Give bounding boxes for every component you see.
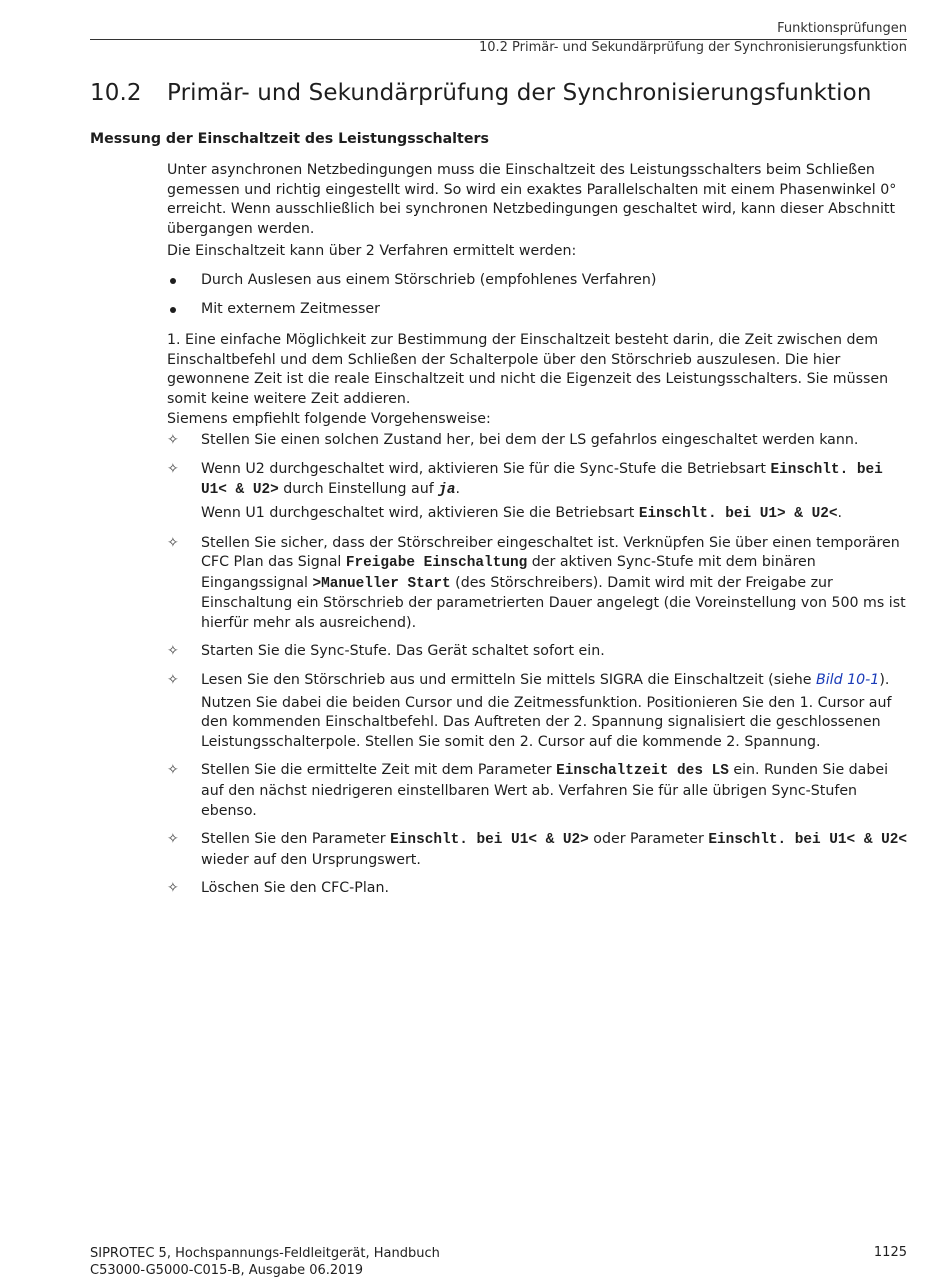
parameter-value: Einschlt. bei U1< & U2< — [708, 832, 907, 849]
step-text: Stellen Sie sicher, dass der Störschreiber eingeschaltet ist. Verknüpfen Sie über einen temporären CFC Plan das Signal — [201, 534, 900, 571]
figure-link[interactable]: Bild 10-1 — [815, 672, 880, 689]
parameter-name: Einschaltzeit des LS — [556, 763, 729, 780]
step-text: wieder auf den Ursprungswert. — [201, 851, 421, 868]
step-text: oder Parameter — [588, 831, 709, 848]
parameter-value: Einschlt. bei U1> & U2< — [638, 505, 838, 522]
footer-document-info — [90, 1245, 440, 1279]
methods-intro: Die Einschaltzeit kann über 2 Verfahren ermittelt werden: — [167, 243, 577, 260]
section-title — [90, 80, 872, 106]
step-text: Stellen Sie einen solchen Zustand her, bei dem der LS gefahrlos eingeschaltet werden kann. — [201, 432, 859, 449]
step-diamond-icon: ✧ — [167, 762, 179, 779]
page-number: 1125 — [873, 1245, 907, 1260]
running-header-section: 10.2 Primär- und Sekundärprüfung der Synchronisierungsfunktion — [478, 40, 907, 55]
step-item — [167, 642, 909, 662]
step-text: Wenn U1 durchgeschaltet wird, aktivieren Sie die Betriebsart — [201, 504, 639, 521]
signal-name: Freigabe Einschaltung — [345, 555, 528, 572]
step-diamond-icon: ✧ — [167, 643, 179, 660]
content — [167, 161, 909, 899]
parameter-value: ja — [438, 482, 456, 499]
footer-doc-id: C53000-G5000-C015-B, Ausgabe 06.2019 — [90, 1263, 364, 1278]
step-text: . — [837, 504, 842, 521]
step-item — [167, 671, 909, 752]
step-item — [167, 460, 909, 525]
step-text: Lesen Sie den Störschrieb aus und ermitteln Sie mittels SIGRA die Einschaltzeit (siehe — [201, 672, 816, 689]
step-item — [167, 534, 909, 634]
list-item — [167, 271, 909, 291]
step-diamond-icon: ✧ — [167, 831, 179, 848]
step-item — [167, 761, 909, 821]
step-diamond-icon: ✧ — [167, 534, 179, 551]
procedure-steps — [167, 431, 909, 899]
methods-list — [167, 271, 909, 319]
step-text: durch Einstellung auf — [278, 481, 439, 498]
step-text: . — [455, 481, 461, 498]
procedure-intro: Siemens empfiehlt folgende Vorgehensweise: — [167, 410, 491, 427]
step-text: Löschen Sie den CFC-Plan. — [201, 880, 389, 897]
intro-paragraph: Unter asynchronen Netzbedingungen muss die Einschaltzeit des Leistungsschalters beim Schließen gemessen und richtig eingestellt wird. So wird ein exaktes Parallelschalten mit einem Phasenwinkel 0° erreicht. Wenn ausschließlich bei synchronen Netzbedingungen geschaltet wird, kann dieser Abschnitt übergangen werden. — [167, 162, 897, 237]
step-text: ). — [879, 672, 890, 689]
step-text: (des Störschreibers). Damit wird mit der Freigabe zur Einschaltung ein Störschrieb der parametrierten Dauer angelegt (die Voreinstellung von 500 ms ist hierfür mehr als ausreichend). — [201, 574, 906, 631]
footer-title: SIPROTEC 5, Hochspannungs-Feldleitgerät, Handbuch — [90, 1246, 440, 1261]
step-text: Wenn U2 durchgeschaltet wird, aktivieren Sie für die Sync-Stufe die Betriebsart — [201, 460, 771, 477]
step-text: Stellen Sie den Parameter — [201, 831, 391, 848]
step-text: der aktiven Sync-Stufe mit dem binären Eingangssignal — [201, 554, 816, 591]
parameter-value: Einschlt. bei U1< & U2> — [390, 832, 589, 849]
method1-paragraph: 1. Eine einfache Möglichkeit zur Bestimmung der Einschaltzeit besteht darin, die Zeit zwischen dem Einschaltbefehl und dem Schließen der Schalterpole über den Störschrieb auszulesen. Die hier gewonnene Zeit ist die reale Einschaltzeit und nicht die Eigenzeit des Leistungsschalters. Sie müssen somit keine weitere Zeit addieren. — [167, 332, 889, 407]
step-text: Stellen Sie die ermittelte Zeit mit dem Parameter — [201, 762, 557, 779]
subheading: Messung der Einschaltzeit des Leistungsschalters — [90, 131, 489, 147]
signal-name: >Manueller Start — [312, 575, 451, 592]
step-diamond-icon: ✧ — [167, 880, 179, 897]
bullet-icon — [170, 307, 176, 313]
list-item-text: Mit externem Zeitmesser — [201, 300, 380, 317]
bullet-icon — [170, 278, 176, 284]
step-item — [167, 830, 909, 870]
step-text: Starten Sie die Sync-Stufe. Das Gerät schaltet sofort ein. — [201, 643, 605, 660]
running-header-chapter: Funktionsprüfungen — [777, 21, 907, 36]
section-title-text: Primär- und Sekundärprüfung der Synchronisierungsfunktion — [167, 80, 872, 106]
step-text: ein. Runden Sie dabei auf den nächst niedrigeren einstellbaren Wert ab. Verfahren Sie für alle übrigen Sync-Stufen ebenso. — [201, 762, 889, 819]
list-item-text: Durch Auslesen aus einem Störschrieb (empfohlenes Verfahren) — [201, 271, 657, 288]
step-diamond-icon: ✧ — [167, 432, 179, 449]
list-item — [167, 300, 909, 320]
parameter-value: Einschlt. bei U1< & U2> — [201, 461, 883, 499]
step-item — [167, 431, 909, 451]
step-text: Nutzen Sie dabei die beiden Cursor und die Zeitmessfunktion. Positionieren Sie den 1. Cursor auf den kommenden Einschaltbefehl. Das Auftreten der 2. Spannung signalisiert die geschlossenen Leistungsschalterpole. Stellen Sie somit den 2. Cursor auf die kommende 2. Spannung. — [201, 694, 892, 750]
section-number: 10.2 — [90, 80, 142, 106]
step-diamond-icon: ✧ — [167, 460, 179, 477]
step-diamond-icon: ✧ — [167, 672, 179, 689]
step-item — [167, 879, 909, 899]
